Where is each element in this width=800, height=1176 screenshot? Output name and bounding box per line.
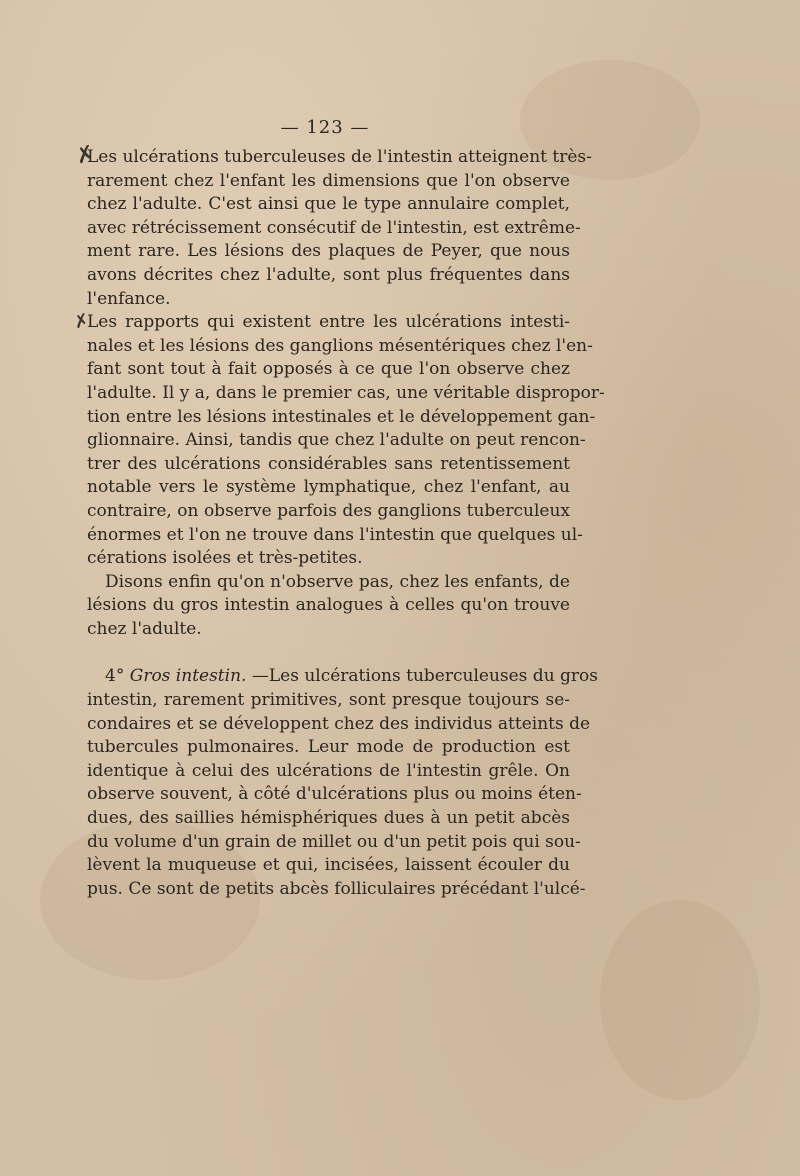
text-line: tubercules pulmonaires. Leur mode de production est [87,737,570,758]
text-line: l'adulte. Il y a, dans le premier cas, une véritable dispropor- [87,382,605,403]
margin-check-mark-icon: ✗ [73,141,98,170]
text-line: avons décrites chez l'adulte, sont plus fréquentes dans [87,264,570,285]
section-number: 4° [105,666,130,687]
text-line: Les ulcérations tuberculeuses de l'intestin atteignent très- [87,147,592,167]
paper-stain [600,900,760,1100]
text-line: Disons enfin qu'on n'observe pas, chez les enfants, de [105,571,570,592]
text-line: observe souvent, à côté d'ulcérations plus ou moins éten- [87,784,582,805]
paragraph-ganglion-relations [87,311,605,571]
section-heading-rest: —Les ulcérations tuberculeuses du gros [246,666,599,687]
text-line: rarement chez l'enfant les dimensions que l'on observe [87,170,570,191]
text-line: trer des ulcérations considérables sans retentissement [87,453,570,474]
text-line: chez l'adulte. C'est ainsi que le type annulaire complet, [87,194,570,215]
text-line: du volume d'un grain de millet ou d'un petit pois qui sou- [87,831,581,852]
paragraph-ulcer-dimensions [87,146,592,311]
text-line: glionnaire. Ainsi, tandis que chez l'adulte on peut rencon- [87,430,586,451]
text-line: condaires et se développent chez des individus atteints de [87,713,591,734]
text-line: pus. Ce sont de petits abcès folliculaires précédant l'ulcé- [87,878,586,899]
section-spacer [87,641,570,665]
text-line: énormes et l'on ne trouve dans l'intestin que quelques ul- [87,524,583,545]
text-line: contraire, on observe parfois des ganglions tuberculeux [87,500,570,521]
section-heading-line [87,665,599,689]
paragraph-large-intestine-children [87,571,570,642]
text-line: lèvent la muqueuse et qui, incisées, laissent écouler du [87,855,570,876]
text-line: tion entre les lésions intestinales et le développement gan- [87,406,596,427]
page-number: — 123 — [280,117,370,138]
text-line: lésions du gros intestin analogues à celles qu'on trouve [87,595,570,616]
text-line: nales et les lésions des ganglions mésentériques chez l'en- [87,335,593,356]
margin-check-mark-icon: ✗ [71,309,92,334]
body-text [87,146,605,901]
text-line: avec rétrécissement consécutif de l'intestin, est extrême- [87,217,581,238]
section-gros-intestin [87,665,599,901]
text-line: fant sont tout à fait opposés à ce que l'on observe chez [87,359,570,380]
text-line: identique à celui des ulcérations de l'intestin grêle. On [87,760,570,781]
text-line: intestin, rarement primitives, sont presque toujours se- [87,690,570,711]
text-line: l'enfance. [87,288,171,309]
text-line: notable vers le système lymphatique, chez l'enfant, au [87,477,570,498]
text-line: Les rapports qui existent entre les ulcérations intesti- [87,312,570,333]
text-line: chez l'adulte. [87,618,202,639]
text-line: dues, des saillies hémisphériques dues à un petit abcès [87,808,570,829]
text-line: ment rare. Les lésions des plaques de Peyer, que nous [87,241,570,262]
section-title: Gros intestin. [129,666,247,687]
text-line: cérations isolées et très-petites. [87,548,363,569]
